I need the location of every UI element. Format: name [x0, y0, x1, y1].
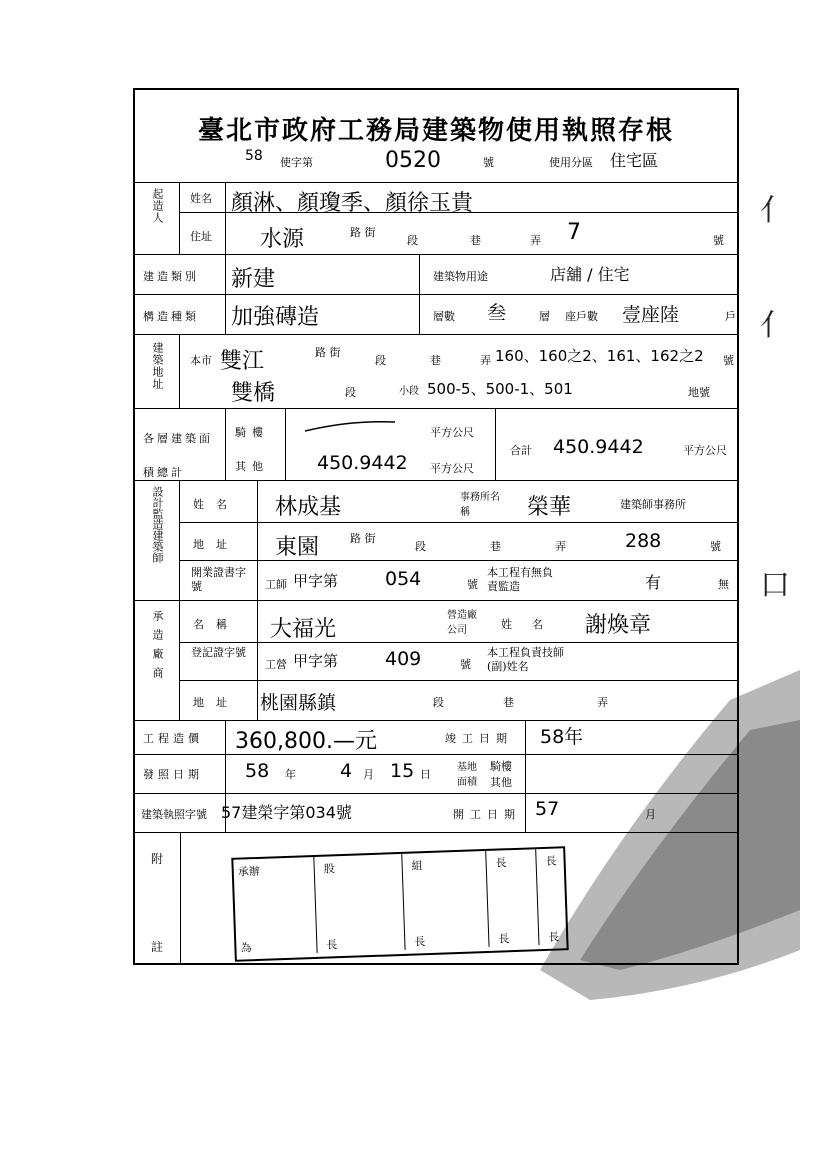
build-type-value: 新建: [231, 267, 276, 292]
initiator-no-unit: 號: [713, 234, 724, 247]
designer-no: 288: [625, 530, 662, 552]
completion-label: 竣工日期: [445, 732, 513, 745]
area-arcade-dash: [300, 416, 400, 436]
stamp-bottom-2: 長: [326, 938, 338, 952]
cost-value: 360,800.—元: [235, 729, 377, 754]
contractor-reg-label: 登記證字號: [191, 646, 246, 659]
stamp-bottom-3: 長: [414, 935, 426, 949]
initiator-address: 水源: [260, 227, 305, 252]
site-road-labels: 路 街: [315, 346, 341, 359]
area-other-unit: 平方公尺: [430, 462, 474, 475]
contractor-tech-label: 本工程負責技師(副)姓名: [487, 646, 564, 673]
remarks-label-top: 附: [151, 852, 164, 866]
designer-alley: 弄: [555, 540, 566, 553]
remarks-label-bottom: 註: [151, 940, 164, 954]
contractor-lane: 巷: [503, 696, 514, 709]
structure-value: 加強磚造: [231, 305, 320, 330]
designer-resp-value: 有: [645, 573, 662, 592]
initiator-lane: 巷: [470, 234, 481, 247]
floors-label: 層數: [433, 310, 455, 323]
designer-reg-prefix: 工師: [265, 578, 287, 591]
designer-resp-none: 無: [718, 578, 729, 591]
zone-label: 使用分區: [549, 156, 593, 169]
floors-value: 叁: [487, 302, 507, 324]
site-subsection: 小段: [399, 386, 419, 397]
site-land-no: 500-5、500-1、501: [427, 380, 573, 398]
designer-office-suffix: 建築師事務所: [620, 498, 686, 511]
units-unit: 戶: [725, 310, 736, 323]
stamp-cell-1: 承辦: [237, 864, 261, 879]
area-arcade-unit: 平方公尺: [430, 426, 474, 439]
initiator-name: 顏淋、顏瓊季、顏徐玉貴: [231, 191, 474, 216]
stamp-cell-5: 長: [545, 854, 557, 868]
contractor-address: 桃園縣鎮: [260, 692, 337, 714]
site-no: 160、160之2、161、162之2: [495, 347, 704, 365]
building-use-value: 店舖 / 住宅: [550, 265, 630, 284]
site-city-label: 本市: [190, 354, 212, 367]
initiator-road-labels: 路 街: [350, 226, 376, 239]
designer-section: 段: [415, 540, 426, 553]
designer-road-labels: 路 街: [350, 532, 376, 545]
area-total-value: 450.9442: [553, 436, 644, 458]
area-total-label: 合計: [510, 444, 532, 457]
license-suffix-label: 號: [483, 156, 494, 169]
floors-unit: 層: [539, 310, 550, 323]
start-label: 開工日期: [453, 808, 521, 821]
contractor-section-label: 承造廠商: [151, 610, 164, 686]
stamp-bottom-1: 為: [240, 941, 252, 955]
area-other-value: 450.9442: [317, 452, 408, 474]
contractor-reg-no: 409: [385, 648, 422, 670]
issue-year-unit: 年: [285, 768, 296, 781]
area-other-label: 其他: [235, 460, 269, 473]
site-land-unit: 地號: [688, 386, 710, 399]
start-month-unit: 月: [645, 808, 656, 821]
margin-scan-glyph: 亻: [760, 193, 790, 228]
issue-label: 發照日期: [143, 768, 203, 781]
initiator-no: 7: [567, 220, 581, 245]
issue-day: 15: [390, 760, 415, 782]
area-section-label: 各層建築面積總計: [143, 432, 213, 479]
start-value: 57: [535, 798, 560, 820]
building-use-label: 建築物用途: [433, 270, 488, 283]
initiator-address-label: 住址: [190, 230, 212, 243]
permit-value: 57建榮字第034號: [221, 803, 352, 822]
license-prefix-label: 使字第: [280, 156, 313, 169]
designer-name-label: 姓名: [193, 498, 239, 511]
base-area-label: 基地面積: [457, 762, 477, 788]
completion-value: 58年: [540, 726, 584, 748]
contractor-reg-type: 甲字第: [293, 652, 339, 670]
margin-scan-glyph: 亻: [760, 308, 790, 343]
site-land: 雙橋: [231, 381, 276, 406]
cost-label: 工程造價: [143, 732, 203, 745]
designer-resp-label: 本工程有無負責監造: [487, 566, 553, 593]
scan-stamp-smear: [500, 610, 800, 1010]
designer-lane: 巷: [490, 540, 501, 553]
issue-month-unit: 月: [363, 768, 374, 781]
margin-scan-glyph: 口: [760, 568, 790, 603]
stamp-cell-3: 組: [411, 859, 423, 873]
designer-address-label: 地址: [193, 538, 239, 551]
contractor-section: 段: [433, 696, 444, 709]
contractor-person: 謝煥章: [585, 613, 652, 638]
site-alley: 弄: [480, 354, 491, 367]
contractor-reg-prefix: 工營: [265, 658, 287, 671]
issue-arcade-label: 騎樓: [490, 760, 512, 773]
site-land-section: 段: [345, 386, 356, 399]
issue-day-unit: 日: [420, 768, 431, 781]
designer-reg-label: 開業證書字號: [191, 566, 246, 593]
designer-reg-unit: 號: [467, 578, 478, 591]
contractor-reg-unit: 號: [460, 658, 471, 671]
issue-month: 4: [340, 760, 353, 782]
zone-value: 住宅區: [610, 151, 659, 170]
license-year: 58: [245, 148, 263, 164]
units-label: 座戶數: [565, 310, 598, 323]
contractor-alley: 弄: [597, 696, 608, 709]
contractor-person-label: 姓名: [501, 618, 563, 631]
designer-no-unit: 號: [710, 540, 721, 553]
site-lane: 巷: [430, 354, 441, 367]
designer-address: 東園: [275, 535, 320, 560]
structure-label: 構造種類: [143, 310, 199, 323]
site-no-unit: 號: [723, 354, 734, 367]
initiator-section: 段: [407, 234, 418, 247]
designer-office-label: 事務所名稱: [460, 492, 500, 518]
area-arcade-label: 騎樓: [235, 426, 269, 439]
units-value: 壹座陸: [622, 304, 680, 326]
issue-year: 58: [245, 760, 270, 782]
stamp-bottom-4: 長: [498, 932, 510, 946]
stamp-cell-2: 股: [323, 862, 335, 876]
initiator-name-label: 姓名: [190, 192, 212, 205]
designer-name: 林成基: [275, 495, 342, 520]
contractor-address-label: 地址: [193, 696, 239, 709]
site-section: 段: [375, 354, 386, 367]
license-number: 0520: [385, 148, 441, 173]
designer-reg-no: 054: [385, 568, 422, 590]
contractor-type-labels: 營造廠 公司: [447, 610, 477, 636]
initiator-section-label: 起造人: [151, 188, 164, 224]
issue-other-label: 其他: [490, 776, 512, 789]
contractor-name-label: 名稱: [193, 618, 239, 631]
site-district: 雙江: [220, 349, 265, 374]
area-total-unit: 平方公尺: [683, 444, 727, 457]
contractor-name: 大福光: [270, 617, 337, 642]
build-type-label: 建造類別: [143, 270, 199, 283]
stamp-cell-4: 長: [495, 856, 507, 870]
designer-section-label: 設計監造建築師: [151, 486, 164, 563]
stamp-bottom-5: 長: [548, 930, 560, 944]
form-title: 臺北市政府工務局建築物使用執照存根: [197, 116, 674, 146]
site-section-label: 建築地址: [151, 342, 164, 390]
designer-office: 榮華: [527, 495, 572, 520]
designer-reg-type: 甲字第: [293, 572, 339, 590]
initiator-alley: 弄: [530, 234, 541, 247]
permit-label: 建築執照字號: [141, 808, 207, 821]
